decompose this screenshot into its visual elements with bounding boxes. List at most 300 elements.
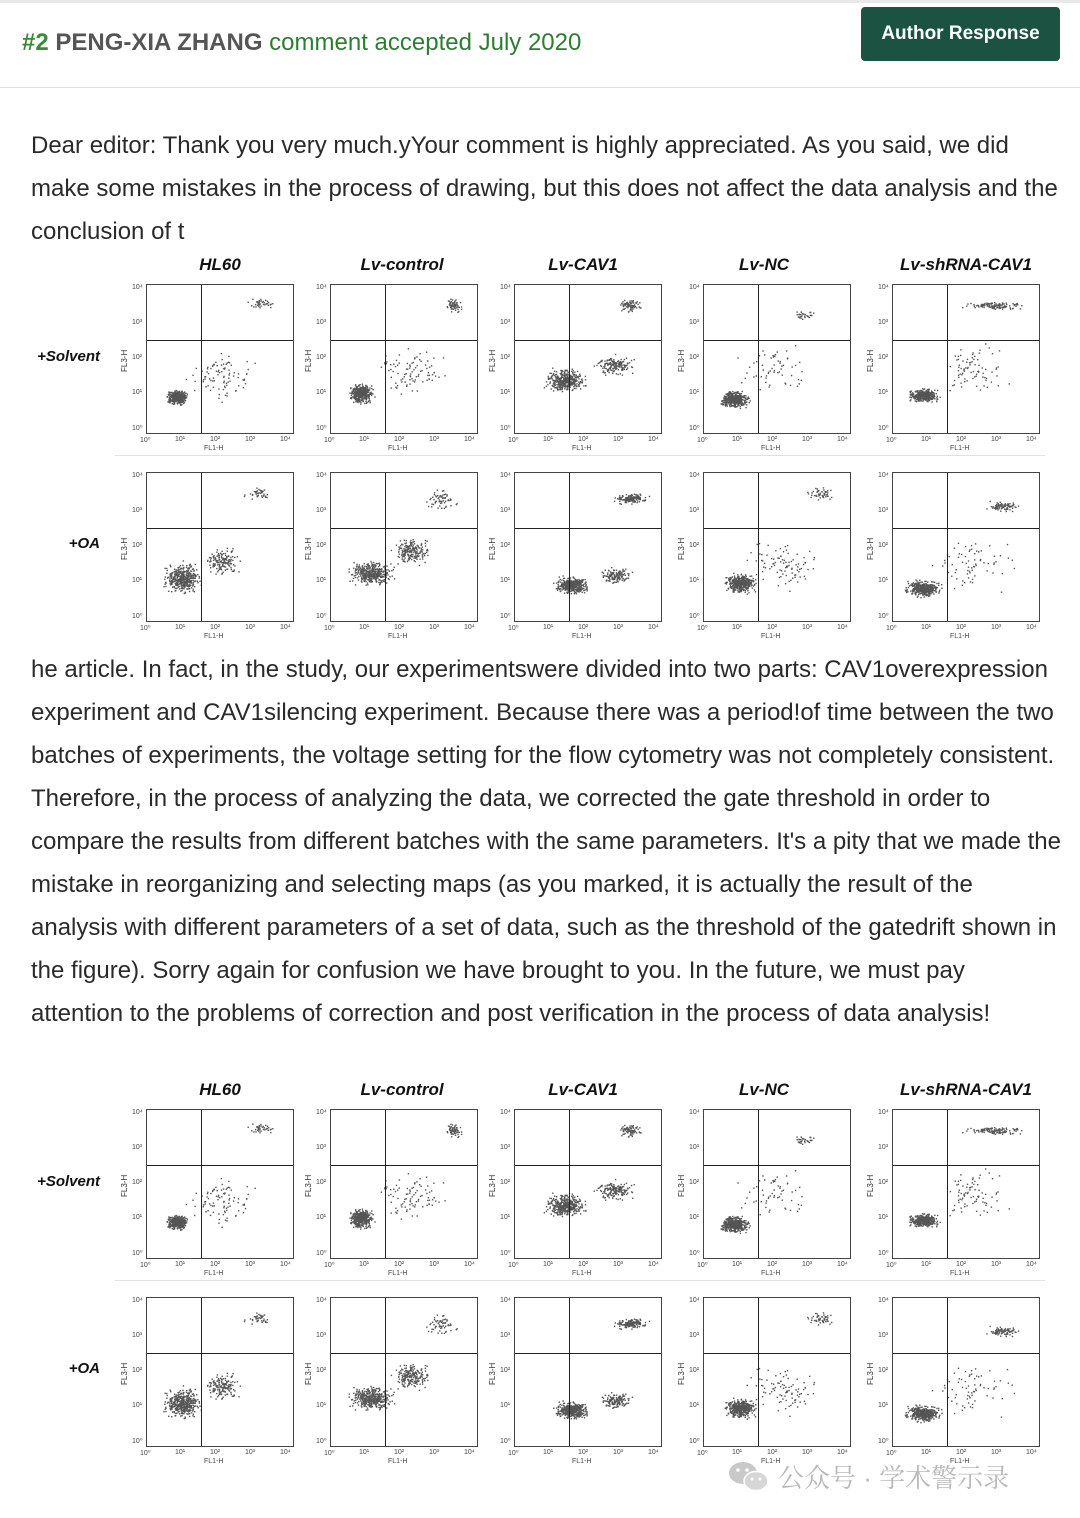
y-tick-label: 10¹	[689, 389, 700, 396]
gate-vertical-line	[758, 473, 759, 621]
x-tick-label: 10³	[991, 1261, 1002, 1268]
x-axis-label: FL1-H	[204, 445, 224, 452]
x-tick-label: 10³	[613, 1449, 624, 1456]
x-tick-label: 10²	[578, 1261, 589, 1268]
y-tick-label: 10⁴	[689, 472, 700, 479]
x-tick-label: 10⁴	[837, 436, 848, 443]
x-tick-label: 10³	[245, 624, 256, 631]
y-axis-label: FL3-H	[866, 537, 875, 560]
gate-vertical-line	[201, 1110, 202, 1258]
y-tick-label: 10¹	[689, 1214, 700, 1221]
x-tick-label: 10⁰	[508, 437, 519, 444]
column-label: Lv-NC	[738, 1080, 790, 1099]
y-axis-label: FL3-H	[488, 349, 497, 372]
x-axis-label: FL1-H	[761, 445, 781, 452]
x-tick-label: 10³	[429, 1261, 440, 1268]
x-tick-label: 10⁰	[508, 625, 519, 632]
x-axis-label: FL1-H	[950, 1270, 970, 1277]
gate-vertical-line	[758, 1298, 759, 1446]
x-tick-label: 10⁰	[324, 1262, 335, 1269]
row-separator	[115, 455, 1045, 456]
x-tick-label: 10²	[578, 1449, 589, 1456]
x-tick-label: 10⁰	[324, 437, 335, 444]
x-tick-label: 10¹	[359, 1261, 370, 1268]
y-tick-label: 10⁰	[878, 613, 889, 620]
gate-horizontal-line	[515, 1165, 661, 1166]
x-tick-label: 10⁰	[140, 437, 151, 444]
gate-horizontal-line	[147, 1353, 293, 1354]
y-tick-label: 10³	[689, 507, 700, 514]
gate-horizontal-line	[331, 340, 477, 341]
x-tick-label: 10⁴	[464, 1449, 475, 1456]
x-tick-label: 10⁴	[648, 436, 659, 443]
gate-horizontal-line	[893, 1353, 1039, 1354]
y-tick-label: 10³	[500, 507, 511, 514]
x-tick-label: 10¹	[732, 624, 743, 631]
y-tick-label: 10⁴	[132, 1297, 143, 1304]
y-tick-label: 10⁰	[316, 425, 327, 432]
x-tick-label: 10⁰	[324, 1450, 335, 1457]
x-tick-label: 10²	[956, 436, 967, 443]
comment-author: PENG-XIA ZHANG	[55, 29, 263, 56]
y-tick-label: 10¹	[878, 389, 889, 396]
x-tick-label: 10³	[429, 436, 440, 443]
y-tick-label: 10⁰	[689, 613, 700, 620]
y-tick-label: 10³	[878, 1332, 889, 1339]
y-axis-label: FL3-H	[120, 349, 129, 372]
x-tick-label: 10²	[578, 624, 589, 631]
scatter-dots	[893, 1110, 1039, 1258]
y-tick-label: 10²	[500, 1367, 511, 1374]
y-axis-label: FL3-H	[866, 349, 875, 372]
x-tick-label: 10²	[210, 436, 221, 443]
y-tick-label: 10⁰	[878, 1438, 889, 1445]
x-tick-label: 10⁰	[886, 1450, 897, 1457]
y-tick-label: 10¹	[316, 577, 327, 584]
y-axis-label: FL3-H	[488, 537, 497, 560]
scatter-panel	[892, 284, 1040, 434]
x-tick-label: 10⁴	[1026, 436, 1037, 443]
x-tick-label: 10¹	[732, 1261, 743, 1268]
x-tick-label: 10⁰	[697, 1450, 708, 1457]
gate-vertical-line	[947, 1298, 948, 1446]
x-tick-label: 10³	[802, 1261, 813, 1268]
y-tick-label: 10⁴	[500, 284, 511, 291]
row-separator	[115, 1280, 1045, 1281]
gate-horizontal-line	[893, 340, 1039, 341]
x-tick-label: 10⁴	[280, 624, 291, 631]
gate-horizontal-line	[704, 1165, 850, 1166]
x-tick-label: 10¹	[359, 1449, 370, 1456]
x-axis-label: FL1-H	[204, 1458, 224, 1465]
x-tick-label: 10²	[767, 436, 778, 443]
x-tick-label: 10⁴	[837, 624, 848, 631]
x-axis-label: FL1-H	[572, 445, 592, 452]
x-tick-label: 10¹	[921, 1449, 932, 1456]
x-tick-label: 10²	[767, 624, 778, 631]
y-axis-label: FL3-H	[488, 1174, 497, 1197]
x-tick-label: 10²	[210, 1261, 221, 1268]
y-tick-label: 10¹	[689, 1402, 700, 1409]
x-tick-label: 10⁰	[886, 1262, 897, 1269]
scatter-dots	[893, 473, 1039, 621]
y-tick-label: 10¹	[132, 1402, 143, 1409]
x-tick-label: 10¹	[175, 1261, 186, 1268]
row-label: +OA	[68, 1360, 100, 1377]
gate-horizontal-line	[515, 528, 661, 529]
gate-vertical-line	[947, 1110, 948, 1258]
y-tick-label: 10⁰	[316, 1438, 327, 1445]
scatter-dots	[147, 1110, 293, 1258]
y-axis-label: FL3-H	[677, 537, 686, 560]
scatter-dots	[893, 285, 1039, 433]
y-tick-label: 10⁰	[132, 1438, 143, 1445]
gate-horizontal-line	[147, 528, 293, 529]
y-axis-label: FL3-H	[304, 349, 313, 372]
scatter-dots	[704, 1298, 850, 1446]
y-tick-label: 10⁴	[500, 1109, 511, 1116]
watermark-text: 公众号 · 学术警示录	[778, 1463, 1010, 1493]
scatter-panel	[703, 1109, 851, 1259]
x-axis-label: FL1-H	[572, 633, 592, 640]
scatter-panel	[330, 1109, 478, 1259]
x-axis-label: FL1-H	[761, 633, 781, 640]
x-tick-label: 10⁴	[1026, 624, 1037, 631]
x-tick-label: 10²	[394, 436, 405, 443]
y-tick-label: 10⁴	[878, 1297, 889, 1304]
scatter-dots	[515, 285, 661, 433]
y-tick-label: 10⁴	[689, 284, 700, 291]
y-tick-label: 10³	[316, 1332, 327, 1339]
y-axis-label: FL3-H	[304, 1174, 313, 1197]
x-tick-label: 10⁰	[886, 437, 897, 444]
y-tick-label: 10²	[132, 542, 143, 549]
x-tick-label: 10⁴	[280, 1449, 291, 1456]
y-tick-label: 10²	[316, 354, 327, 361]
x-axis-label: FL1-H	[761, 1270, 781, 1277]
x-tick-label: 10⁴	[648, 1261, 659, 1268]
x-tick-label: 10²	[578, 436, 589, 443]
gate-vertical-line	[569, 1298, 570, 1446]
x-tick-label: 10¹	[359, 624, 370, 631]
x-axis-label: FL1-H	[204, 633, 224, 640]
x-tick-label: 10¹	[921, 624, 932, 631]
y-axis-label: FL3-H	[677, 1362, 686, 1385]
scatter-panel	[330, 284, 478, 434]
x-tick-label: 10³	[613, 436, 624, 443]
y-tick-label: 10⁴	[316, 1109, 327, 1116]
gate-vertical-line	[758, 1110, 759, 1258]
x-tick-label: 10³	[991, 624, 1002, 631]
x-tick-label: 10⁴	[837, 1261, 848, 1268]
x-axis-label: FL1-H	[388, 633, 408, 640]
y-tick-label: 10³	[500, 1332, 511, 1339]
x-tick-label: 10⁰	[697, 437, 708, 444]
wechat-icon	[728, 1460, 770, 1494]
column-label: HL60	[199, 1080, 241, 1099]
gate-vertical-line	[385, 473, 386, 621]
y-tick-label: 10³	[132, 507, 143, 514]
gate-vertical-line	[947, 473, 948, 621]
x-tick-label: 10¹	[543, 624, 554, 631]
x-tick-label: 10⁴	[464, 1261, 475, 1268]
gate-vertical-line	[385, 1110, 386, 1258]
scatter-panel	[330, 1297, 478, 1447]
x-tick-label: 10⁰	[140, 1450, 151, 1457]
x-tick-label: 10²	[956, 1261, 967, 1268]
comment-title	[22, 29, 581, 57]
row-label: +Solvent	[37, 348, 100, 365]
x-tick-label: 10¹	[175, 436, 186, 443]
gate-horizontal-line	[147, 1165, 293, 1166]
scatter-dots	[331, 1298, 477, 1446]
x-tick-label: 10³	[802, 1449, 813, 1456]
y-tick-label: 10²	[878, 354, 889, 361]
y-tick-label: 10¹	[132, 577, 143, 584]
y-tick-label: 10³	[316, 1144, 327, 1151]
x-tick-label: 10²	[210, 1449, 221, 1456]
x-tick-label: 10⁴	[464, 436, 475, 443]
scatter-panel	[514, 284, 662, 434]
gate-vertical-line	[201, 1298, 202, 1446]
y-axis-label: FL3-H	[304, 537, 313, 560]
scatter-panel	[146, 284, 294, 434]
x-tick-label: 10⁴	[280, 1261, 291, 1268]
gate-vertical-line	[947, 285, 948, 433]
scatter-dots	[515, 1298, 661, 1446]
y-tick-label: 10⁴	[316, 1297, 327, 1304]
y-tick-label: 10⁰	[689, 425, 700, 432]
y-tick-label: 10²	[500, 354, 511, 361]
x-tick-label: 10⁴	[1026, 1449, 1037, 1456]
x-axis-label: FL1-H	[388, 1458, 408, 1465]
scatter-panel	[146, 472, 294, 622]
scatter-panel	[703, 284, 851, 434]
y-tick-label: 10²	[132, 1179, 143, 1186]
gate-horizontal-line	[704, 528, 850, 529]
y-tick-label: 10⁴	[316, 284, 327, 291]
comment-header	[0, 3, 1080, 88]
y-tick-label: 10¹	[878, 577, 889, 584]
x-tick-label: 10³	[613, 624, 624, 631]
scatter-panel	[330, 472, 478, 622]
y-tick-label: 10¹	[878, 1402, 889, 1409]
x-tick-label: 10³	[991, 1449, 1002, 1456]
y-tick-label: 10⁰	[316, 613, 327, 620]
gate-horizontal-line	[515, 340, 661, 341]
scatter-dots	[515, 473, 661, 621]
y-tick-label: 10⁴	[878, 472, 889, 479]
scatter-panel	[514, 1297, 662, 1447]
y-tick-label: 10⁴	[132, 284, 143, 291]
x-tick-label: 10³	[613, 1261, 624, 1268]
y-tick-label: 10³	[500, 319, 511, 326]
x-tick-label: 10¹	[921, 436, 932, 443]
x-tick-label: 10⁴	[1026, 1261, 1037, 1268]
y-tick-label: 10²	[878, 542, 889, 549]
y-tick-label: 10²	[500, 542, 511, 549]
gate-vertical-line	[385, 1298, 386, 1446]
column-label: Lv-control	[360, 255, 444, 274]
y-tick-label: 10³	[132, 1144, 143, 1151]
x-axis-label: FL1-H	[950, 633, 970, 640]
scatter-dots	[331, 1110, 477, 1258]
x-axis-label: FL1-H	[572, 1270, 592, 1277]
comment-number: #2	[22, 29, 49, 56]
x-tick-label: 10³	[802, 436, 813, 443]
x-tick-label: 10¹	[543, 436, 554, 443]
column-label: Lv-NC	[738, 255, 790, 274]
y-tick-label: 10²	[316, 542, 327, 549]
x-tick-label: 10³	[245, 436, 256, 443]
scatter-panel	[514, 1109, 662, 1259]
x-tick-label: 10⁴	[648, 624, 659, 631]
x-tick-label: 10⁰	[324, 625, 335, 632]
x-tick-label: 10⁴	[280, 436, 291, 443]
y-tick-label: 10⁰	[878, 425, 889, 432]
x-tick-label: 10¹	[543, 1261, 554, 1268]
scatter-panel	[146, 1297, 294, 1447]
gate-vertical-line	[569, 285, 570, 433]
y-tick-label: 10³	[316, 507, 327, 514]
scatter-dots	[147, 473, 293, 621]
x-tick-label: 10¹	[175, 624, 186, 631]
x-tick-label: 10³	[245, 1261, 256, 1268]
gate-horizontal-line	[331, 1165, 477, 1166]
y-tick-label: 10¹	[500, 1214, 511, 1221]
y-tick-label: 10²	[500, 1179, 511, 1186]
x-tick-label: 10³	[802, 624, 813, 631]
y-axis-label: FL3-H	[120, 1362, 129, 1385]
x-tick-label: 10¹	[175, 1449, 186, 1456]
y-tick-label: 10¹	[316, 1402, 327, 1409]
gate-horizontal-line	[893, 1165, 1039, 1166]
y-axis-label: FL3-H	[866, 1174, 875, 1197]
x-tick-label: 10¹	[921, 1261, 932, 1268]
author-response-button[interactable]: Author Response	[861, 7, 1060, 61]
y-tick-label: 10⁴	[500, 472, 511, 479]
scatter-panel	[892, 472, 1040, 622]
y-tick-label: 10³	[132, 319, 143, 326]
y-tick-label: 10⁴	[878, 284, 889, 291]
x-axis-label: FL1-H	[388, 1270, 408, 1277]
y-tick-label: 10⁴	[689, 1297, 700, 1304]
x-tick-label: 10¹	[543, 1449, 554, 1456]
x-axis-label: FL1-H	[572, 1458, 592, 1465]
scatter-dots	[704, 473, 850, 621]
x-tick-label: 10⁰	[697, 1262, 708, 1269]
x-tick-label: 10⁰	[697, 625, 708, 632]
y-axis-label: FL3-H	[120, 537, 129, 560]
y-tick-label: 10²	[132, 354, 143, 361]
y-tick-label: 10⁰	[132, 425, 143, 432]
column-label: Lv-CAV1	[548, 255, 618, 274]
watermark	[728, 1458, 1009, 1495]
y-tick-label: 10³	[878, 319, 889, 326]
gate-vertical-line	[385, 285, 386, 433]
scatter-dots	[147, 285, 293, 433]
y-tick-label: 10¹	[132, 1214, 143, 1221]
y-tick-label: 10⁰	[500, 425, 511, 432]
comment-status: comment accepted July 2020	[269, 29, 582, 56]
x-tick-label: 10⁰	[508, 1262, 519, 1269]
row-label: +OA	[68, 535, 100, 552]
y-axis-label: FL3-H	[866, 1362, 875, 1385]
scatter-dots	[147, 1298, 293, 1446]
x-tick-label: 10²	[394, 1261, 405, 1268]
x-tick-label: 10²	[956, 1449, 967, 1456]
y-tick-label: 10²	[316, 1367, 327, 1374]
scatter-dots	[515, 1110, 661, 1258]
gate-horizontal-line	[704, 1353, 850, 1354]
x-axis-label: FL1-H	[950, 445, 970, 452]
y-tick-label: 10¹	[316, 1214, 327, 1221]
y-tick-label: 10⁴	[500, 1297, 511, 1304]
scatter-panel	[892, 1109, 1040, 1259]
x-tick-label: 10¹	[359, 436, 370, 443]
y-tick-label: 10⁰	[689, 1438, 700, 1445]
x-axis-label: FL1-H	[388, 445, 408, 452]
row-label: +Solvent	[37, 1173, 100, 1190]
column-label: Lv-control	[360, 1080, 444, 1099]
y-tick-label: 10²	[689, 354, 700, 361]
y-tick-label: 10²	[132, 1367, 143, 1374]
scatter-dots	[704, 285, 850, 433]
y-tick-label: 10²	[316, 1179, 327, 1186]
x-axis-label: FL1-H	[761, 1458, 781, 1465]
y-tick-label: 10⁰	[500, 613, 511, 620]
x-tick-label: 10²	[394, 1449, 405, 1456]
y-tick-label: 10¹	[500, 577, 511, 584]
y-tick-label: 10²	[689, 1179, 700, 1186]
y-tick-label: 10⁴	[689, 1109, 700, 1116]
scatter-dots	[331, 285, 477, 433]
y-tick-label: 10³	[689, 1332, 700, 1339]
x-tick-label: 10²	[767, 1449, 778, 1456]
y-axis-label: FL3-H	[488, 1362, 497, 1385]
y-tick-label: 10³	[878, 1144, 889, 1151]
y-tick-label: 10³	[132, 1332, 143, 1339]
x-tick-label: 10⁴	[648, 1449, 659, 1456]
y-tick-label: 10²	[878, 1367, 889, 1374]
flow-cytometry-figure-2	[0, 1075, 1080, 1465]
y-tick-label: 10³	[689, 1144, 700, 1151]
x-tick-label: 10⁰	[140, 625, 151, 632]
y-tick-label: 10³	[500, 1144, 511, 1151]
scatter-dots	[331, 473, 477, 621]
comment-paragraph-1: Dear editor: Thank you very much.yYour comment is highly appreciated. As you said, we did make some mistakes in the process of drawing, but this does not affect the data analysis and the conclusion of t	[31, 132, 1058, 245]
comment-paragraph-2: he article. In fact, in the study, our experimentswere divided into two parts: CAV1overexpression experiment and CAV1silencing experiment. Because there was a period!of time between the two batches of experiments, the voltage setting for the flow cytometry was not completely consistent. Therefore, in the process of analyzing the data, we corrected the gate threshold in order to compare the results from different batches with the same parameters. It's a pity that we made the mistake in reorganizing and selecting maps (as you marked, it is actually the result of the analysis with different parameters of a set of data, such as the threshold of the gatedrift shown in the figure). Sorry again for confusion we have brought to you. In the future, we must pay attention to the problems of correction and post verification in the process of data analysis!	[31, 656, 1061, 1027]
scatter-dots	[704, 1110, 850, 1258]
gate-horizontal-line	[331, 1353, 477, 1354]
column-label: HL60	[199, 255, 241, 274]
gate-vertical-line	[569, 473, 570, 621]
x-tick-label: 10⁰	[140, 1262, 151, 1269]
y-tick-label: 10⁴	[132, 1109, 143, 1116]
y-tick-label: 10¹	[132, 389, 143, 396]
scatter-panel	[514, 472, 662, 622]
scatter-panel	[703, 472, 851, 622]
y-axis-label: FL3-H	[304, 1362, 313, 1385]
x-tick-label: 10¹	[732, 1449, 743, 1456]
y-tick-label: 10²	[878, 1179, 889, 1186]
y-axis-label: FL3-H	[677, 1174, 686, 1197]
y-tick-label: 10¹	[878, 1214, 889, 1221]
scatter-panel	[146, 1109, 294, 1259]
y-tick-label: 10⁰	[878, 1250, 889, 1257]
y-tick-label: 10¹	[689, 577, 700, 584]
y-tick-label: 10⁰	[689, 1250, 700, 1257]
